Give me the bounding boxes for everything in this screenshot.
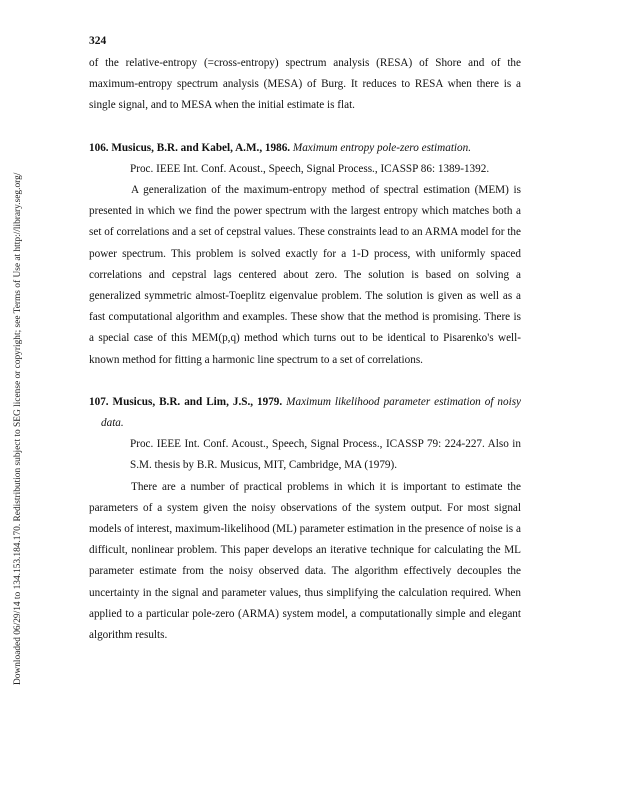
entry-source: Proc. IEEE Int. Conf. Acoust., Speech, Signal Process., ICASSP 86: 1389-1392. [130,162,490,175]
download-margin-note [2,0,23,800]
page-number: 324 [89,35,107,47]
entry-title: Maximum entropy pole-zero estimation. [292,141,472,154]
entry-heading [60,392,521,434]
reference-entry-107 [89,392,521,646]
entry-number: 107. [89,395,109,408]
entry-heading [60,138,521,159]
entry-source: Proc. IEEE Int. Conf. Acoust., Speech, Signal Process., ICASSP 79: 224-227. Also in S.M. thesis by B.R. Musicus, MIT, Cambridge, MA (1979). [130,438,521,472]
reference-entry-106 [89,138,521,371]
entry-authors: Musicus, B.R. and Lim, J.S., 1979. [112,395,283,408]
entry-title: Maximum likelihood parameter estimation of noisy data. [101,395,522,430]
entry-number: 106. [89,141,109,154]
entry-abstract: A generalization of the maximum-entropy method of spectral estimation (MEM) is presented in which we find the power spectrum with the largest entropy which matches both a set of correlations and a set of cepstral values. These constraints lead to an ARMA model for the power spectrum. This problem is solved exactly for a 1-D process, with uniformly spaced correlations and cepstral lags centered about zero. The solution is based on solving a generalized symmetric almost-Toeplitz eigenvalue problem. The solution is given as well as a fast computational algorithm and examples. These show that the method is promising. There is a special case of this MEM(p,q) method which turns out to be identical to Pisarenko's well-known method for fitting a harmonic line spectrum to a set of correlations. [89,184,521,366]
page-body [89,53,521,646]
continuation-paragraph: of the relative-entropy (=cross-entropy) spectrum analysis (RESA) of Shore and of the maximum-entropy spectrum analysis (MESA) of Burg. It reduces to RESA when there is a single signal, and to MESA when the initial estimate is flat. [89,57,521,112]
entry-authors: Musicus, B.R. and Kabel, A.M., 1986. [111,141,291,154]
entry-abstract: There are a number of practical problems in which it is important to estimate the parameters of a system given the noisy observations of the system output. For most signal models of interest, maximum-likelihood (ML) parameter estimation in the presence of noise is a difficult, nonlinear problem. This paper develops an iterative technique for calculating the ML parameter estimate from the noisy observed data. The algorithm effectively decouples the uncertainty in the signal and parameter values, thus simplifying the calculation required. When applied to a particular pole-zero (ARMA) system model, a computationally simple and elegant algorithm results. [89,480,521,642]
download-notice-text: Downloaded 06/29/14 to 134.153.184.170. Redistribution subject to SEG license or copyright; see Terms of Use at http://library.seg.org/ [13,172,23,685]
